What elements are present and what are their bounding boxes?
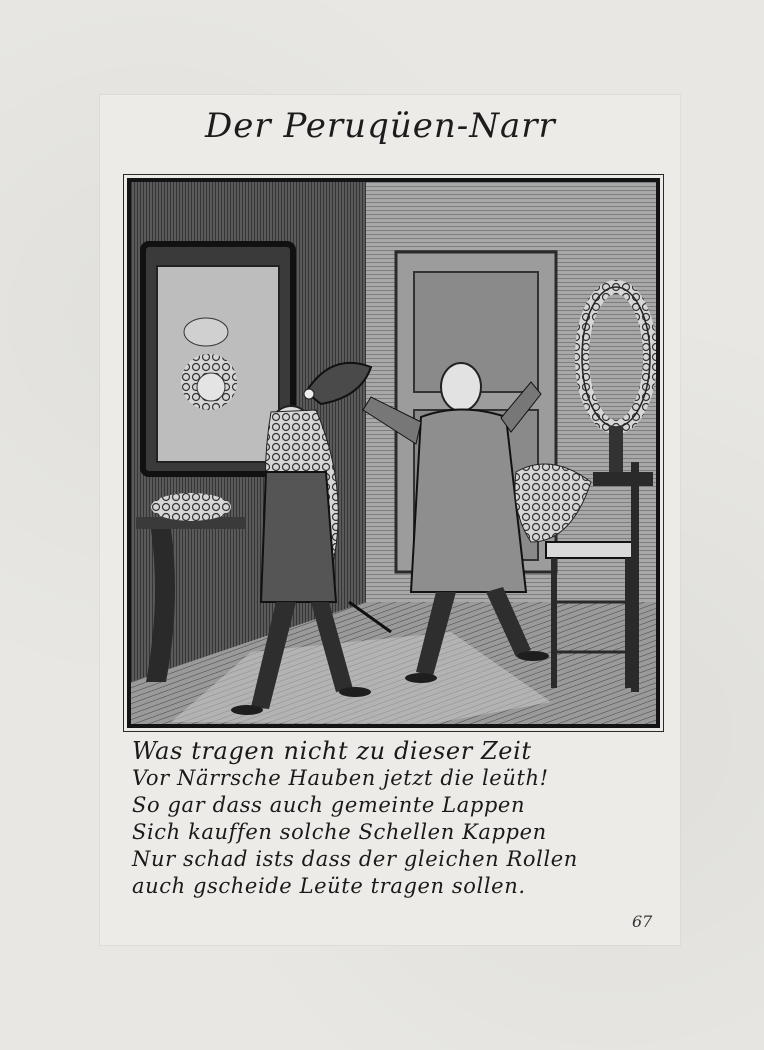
verse-line: Nur schad ists dass der gleichen Rollen: [132, 847, 578, 871]
plate-title: Der Peruqüen-Narr: [205, 106, 556, 146]
engraving-scene: [131, 182, 656, 724]
page-number: 67: [632, 912, 653, 931]
verse-block: [132, 738, 652, 900]
verse-line: Vor Närrsche Hauben jetzt die leüth!: [132, 766, 549, 790]
engraving-illustration: [127, 178, 660, 728]
verse-line: So gar dass auch gemeinte Lappen: [132, 793, 526, 817]
verse-line: auch gscheide Leüte tragen sollen.: [132, 874, 526, 898]
verse-line: Sich kauffen solche Schellen Kappen: [132, 820, 547, 844]
verse-line: Was tragen nicht zu dieser Zeit: [132, 737, 532, 765]
